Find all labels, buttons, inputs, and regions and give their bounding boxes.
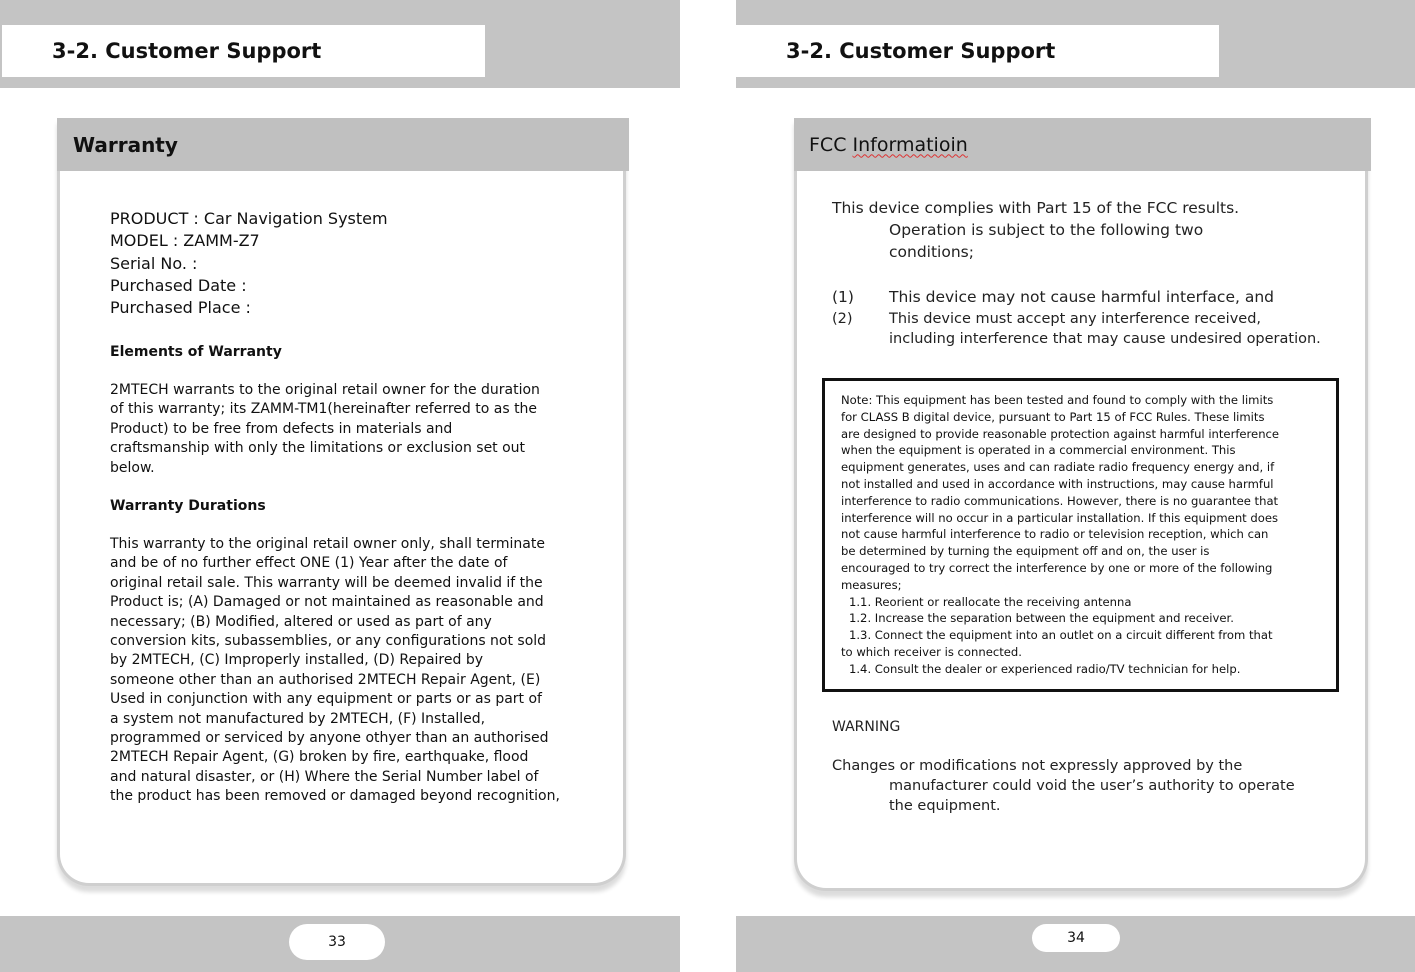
- text-line: 2MTECH Repair Agent, (G) broken by fire, earthquake, flood: [110, 749, 529, 766]
- text-line: 2MTECH warrants to the original retail owner for the duration: [110, 382, 540, 398]
- card-title-text: FCC Informatioin: [809, 133, 968, 156]
- note-line: are designed to provide reasonable protection against harmful interference: [841, 426, 1280, 441]
- page-34: [736, 0, 1415, 972]
- note-line: 1.3. Connect the equipment into an outlet on a circuit different from that: [849, 628, 1273, 643]
- note-line: measures;: [841, 577, 902, 592]
- warning-line-3: the equipment.: [889, 798, 1001, 814]
- condition-1-text: This device may not cause harmful interface, and: [889, 288, 1275, 306]
- note-line: not cause harmful interference to radio or television reception, which can: [841, 527, 1269, 542]
- field-serial: Serial No. :: [110, 253, 198, 273]
- note-line: encouraged to try correct the interference by one or more of the following: [841, 560, 1273, 575]
- text-line: and be of no further effect ONE (1) Year after the date of: [110, 555, 508, 572]
- compliance-line-3: conditions;: [889, 243, 974, 261]
- note-line: not installed and used in accordance with instructions, may cause harmful: [841, 476, 1274, 491]
- text-line: of this warranty; its ZAMM-TM1(hereinafter referred to as the: [110, 401, 538, 418]
- section-header: 3-2. Customer Support: [736, 25, 1219, 77]
- text-line: Product) to be free from defects in materials and: [110, 420, 453, 437]
- note-line: interference will no occur in a particular installation. If this equipment does: [841, 510, 1279, 525]
- text-line: necessary; (B) Modified, altered or used as part of any: [110, 613, 492, 630]
- text-line: original retail sale. This warranty will be deemed invalid if the: [110, 574, 543, 591]
- text-line: This warranty to the original retail owner only, shall terminate: [110, 536, 545, 552]
- product-fields: [110, 208, 388, 319]
- section-header: 3-2. Customer Support: [2, 25, 485, 77]
- text-line: the product has been removed or damaged beyond recognition,: [110, 788, 560, 805]
- field-purchased-date: Purchased Date :: [110, 275, 247, 295]
- field-model: MODEL : ZAMM-Z7: [110, 231, 260, 251]
- warning-line-1: Changes or modifications not expressly approved by the: [832, 758, 1243, 774]
- warning-line-2: manufacturer could void the user’s authority to operate: [889, 778, 1295, 794]
- condition-1-number: (1): [832, 288, 854, 306]
- elements-heading: Elements of Warranty: [110, 344, 282, 360]
- page-number: 34: [1032, 924, 1120, 952]
- durations-heading: Warranty Durations: [110, 498, 266, 514]
- condition-2-text-continued: including interference that may cause undesired operation.: [889, 331, 1321, 347]
- warning-title: WARNING: [832, 719, 901, 735]
- note-line: interference to radio communications. However, there is no guarantee that: [841, 493, 1279, 508]
- note-line: 1.2. Increase the separation between the equipment and receiver.: [849, 611, 1234, 626]
- durations-paragraph: [110, 535, 590, 807]
- note-line: equipment generates, uses and can radiate radio frequency energy and, if: [841, 460, 1275, 475]
- field-purchased-place: Purchased Place :: [110, 298, 251, 318]
- condition-2-text: This device must accept any interference received,: [889, 311, 1262, 327]
- compliance-line-2: Operation is subject to the following two: [889, 221, 1204, 239]
- condition-2-number: (2): [832, 311, 853, 327]
- card-title: [794, 118, 1371, 171]
- page-33: [0, 0, 680, 972]
- text-line: below.: [110, 459, 155, 476]
- compliance-line-1: This device complies with Part 15 of the FCC results.: [832, 199, 1240, 217]
- elements-paragraph: [110, 381, 590, 478]
- text-line: Used in conjunction with any equipment or parts or as part of: [110, 691, 542, 708]
- text-line: craftsmanship with only the limitations or exclusion set out: [110, 440, 526, 457]
- note-line: Note: This equipment has been tested and found to comply with the limits: [841, 393, 1274, 407]
- text-line: conversion kits, subassemblies, or any configurations not sold: [110, 633, 547, 650]
- page-number: 33: [289, 924, 385, 960]
- text-line: a system not manufactured by 2MTECH, (F) Installed,: [110, 710, 486, 727]
- text-line: someone other than an authorised 2MTECH Repair Agent, (E): [110, 671, 541, 688]
- note-line: be determined by turning the equipment off and on, the user is: [841, 544, 1210, 559]
- text-line: Product is; (A) Damaged or not maintained as reasonable and: [110, 594, 544, 611]
- card-title: Warranty: [57, 118, 629, 171]
- text-line: by 2MTECH, (C) Improperly installed, (D) Repaired by: [110, 652, 484, 669]
- text-line: and natural disaster, or (H) Where the Serial Number label of: [110, 768, 539, 785]
- text-line: programmed or serviced by anyone othyer than an authorised: [110, 730, 549, 747]
- note-line: 1.4. Consult the dealer or experienced radio/TV technician for help.: [849, 661, 1241, 676]
- note-line: 1.1. Reorient or reallocate the receiving antenna: [849, 594, 1132, 609]
- fcc-note-box: [822, 378, 1339, 692]
- field-product: PRODUCT : Car Navigation System: [110, 209, 388, 228]
- note-line: to which receiver is connected.: [841, 644, 1022, 659]
- note-line: when the equipment is operated in a commercial environment. This: [841, 443, 1236, 458]
- note-line: for CLASS B digital device, pursuant to Part 15 of FCC Rules. These limits: [841, 409, 1265, 424]
